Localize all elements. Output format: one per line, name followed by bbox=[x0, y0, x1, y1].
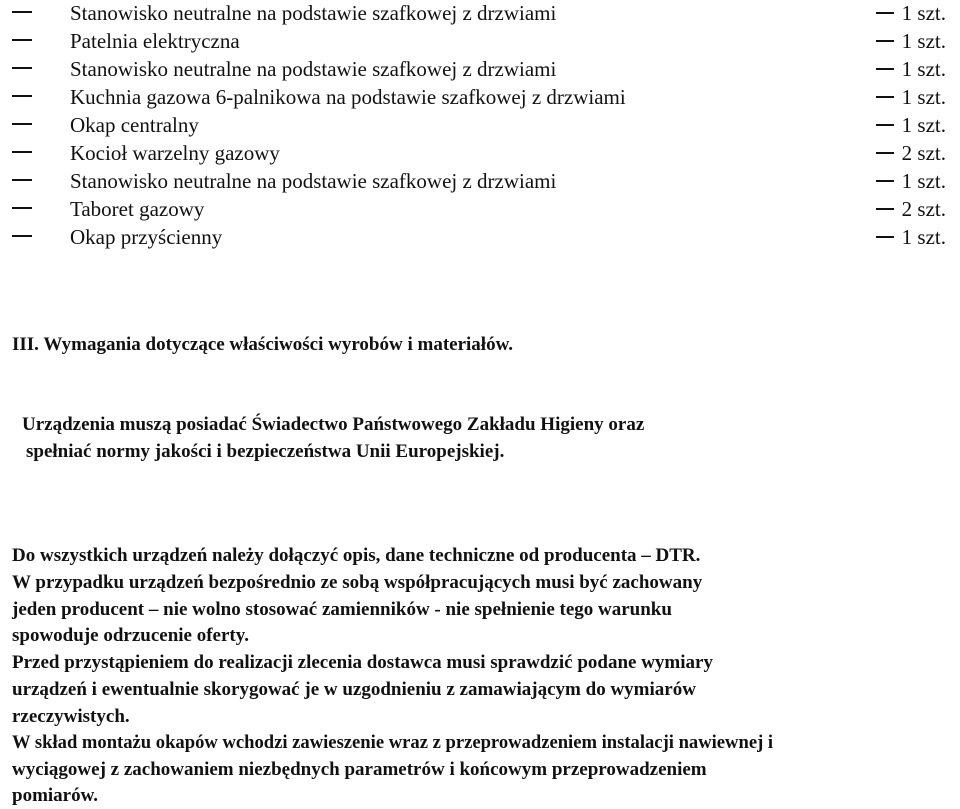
item-name: Stanowisko neutralne na podstawie szafkowej z drzwiami bbox=[70, 1, 557, 25]
quantity-value: 2 szt. bbox=[901, 197, 946, 221]
list-item bbox=[0, 0, 960, 27]
quantity-value: 1 szt. bbox=[901, 169, 946, 193]
list-bullet-dash bbox=[12, 235, 32, 237]
requirement-line-5: Przed przystąpieniem do realizacji zlecenia dostawca musi sprawdzić podane wymiary bbox=[12, 652, 713, 673]
list-bullet-dash bbox=[12, 151, 32, 153]
list-item bbox=[0, 83, 960, 111]
quantity-dash bbox=[876, 96, 894, 98]
quantity-dash bbox=[876, 40, 894, 42]
quantity-value: 1 szt. bbox=[901, 57, 946, 81]
list-bullet-dash bbox=[12, 179, 32, 181]
quantity-value: 1 szt. bbox=[901, 85, 946, 109]
quantity-value: 1 szt. bbox=[901, 113, 946, 137]
quantity-dash bbox=[876, 180, 894, 182]
item-name: Stanowisko neutralne na podstawie szafkowej z drzwiami bbox=[70, 169, 557, 193]
quantity-value: 2 szt. bbox=[901, 141, 946, 165]
list-bullet-dash bbox=[12, 123, 32, 125]
quantity-dash bbox=[876, 68, 894, 70]
item-quantity bbox=[876, 195, 946, 223]
quantity-value: 1 szt. bbox=[901, 225, 946, 249]
list-bullet-dash bbox=[12, 39, 32, 41]
quantity-dash bbox=[876, 124, 894, 126]
quantity-dash bbox=[876, 236, 894, 238]
requirement-line-7: rzeczywistych. bbox=[12, 706, 130, 727]
item-quantity bbox=[876, 223, 946, 251]
requirement-line-9: wyciągowej z zachowaniem niezbędnych parametrów i końcowym przeprowadzeniem bbox=[12, 759, 707, 780]
quantity-value: 1 szt. bbox=[901, 29, 946, 53]
list-item bbox=[0, 223, 960, 251]
requirement-line-3: jeden producent – nie wolno stosować zamienników - nie spełnienie tego warunku bbox=[12, 599, 672, 620]
list-item bbox=[0, 139, 960, 167]
quantity-value: 1 szt. bbox=[901, 1, 946, 25]
item-quantity bbox=[876, 0, 946, 27]
requirement-line-4: spowoduje odrzucenie oferty. bbox=[12, 625, 249, 646]
requirement-line-8: W skład montażu okapów wchodzi zawieszenie wraz z przeprowadzeniem instalacji nawiewnej i bbox=[12, 732, 774, 753]
list-item bbox=[0, 167, 960, 195]
certificate-line-1: Urządzenia muszą posiadać Świadectwo Państwowego Zakładu Higieny oraz bbox=[22, 414, 645, 435]
certificate-line-2: spełniać normy jakości i bezpieczeństwa Unii Europejskiej. bbox=[26, 441, 505, 462]
list-bullet-dash bbox=[12, 11, 32, 13]
item-quantity bbox=[876, 111, 946, 139]
list-bullet-dash bbox=[12, 207, 32, 209]
item-quantity bbox=[876, 27, 946, 55]
item-name: Taboret gazowy bbox=[70, 197, 205, 221]
list-bullet-dash bbox=[12, 67, 32, 69]
quantity-dash bbox=[876, 208, 894, 210]
requirement-line-6: urządzeń i ewentualnie skorygować je w uzgodnieniu z zamawiającym do wymiarów bbox=[12, 679, 696, 700]
list-item bbox=[0, 55, 960, 83]
requirement-line-10: pomiarów. bbox=[12, 785, 99, 806]
item-name: Okap centralny bbox=[70, 113, 199, 137]
item-quantity bbox=[876, 55, 946, 83]
quantity-dash bbox=[876, 152, 894, 154]
item-name: Kocioł warzelny gazowy bbox=[70, 141, 280, 165]
item-quantity bbox=[876, 83, 946, 111]
list-item bbox=[0, 111, 960, 139]
item-quantity bbox=[876, 139, 946, 167]
requirement-line-2: W przypadku urządzeń bezpośrednio ze sobą współpracujących musi być zachowany bbox=[12, 572, 703, 593]
item-quantity bbox=[876, 167, 946, 195]
item-name: Okap przyścienny bbox=[70, 225, 223, 249]
item-name: Kuchnia gazowa 6-palnikowa na podstawie szafkowej z drzwiami bbox=[70, 85, 626, 109]
item-name: Patelnia elektryczna bbox=[70, 29, 240, 53]
item-name: Stanowisko neutralne na podstawie szafkowej z drzwiami bbox=[70, 57, 557, 81]
list-item bbox=[0, 195, 960, 223]
section-heading: III. Wymagania dotyczące właściwości wyrobów i materiałów. bbox=[12, 334, 513, 355]
quantity-dash bbox=[876, 12, 894, 14]
requirement-line-1: Do wszystkich urządzeń należy dołączyć opis, dane techniczne od producenta – DTR. bbox=[12, 545, 701, 566]
list-item bbox=[0, 27, 960, 55]
list-bullet-dash bbox=[12, 95, 32, 97]
